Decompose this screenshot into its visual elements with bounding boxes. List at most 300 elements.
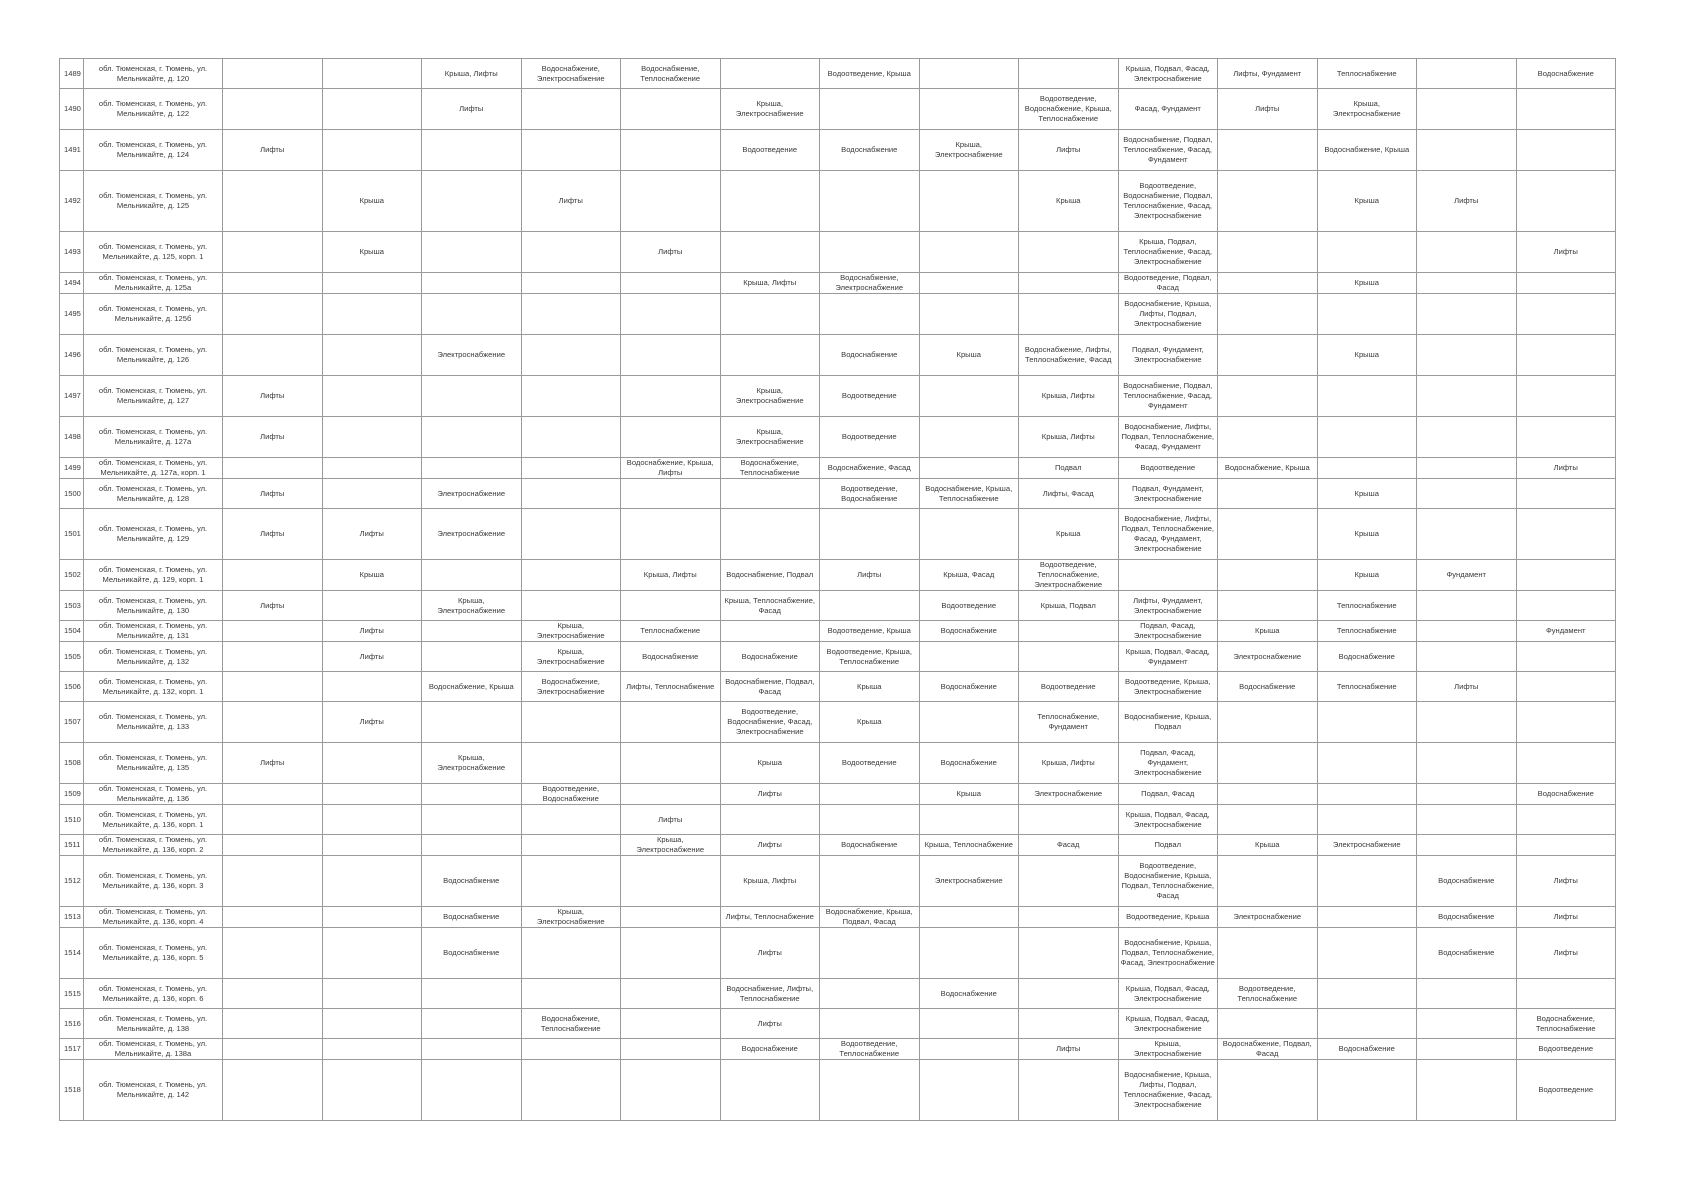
- work-type-cell: [621, 273, 721, 294]
- work-type-cell: [1218, 856, 1318, 907]
- work-type-cell: Подвал, Фундамент, Электроснабжение: [1118, 479, 1218, 509]
- repair-schedule-table: [59, 58, 1616, 1121]
- work-type-cell: [223, 642, 323, 672]
- work-type-cell: [1218, 928, 1318, 979]
- work-type-cell: [322, 907, 422, 928]
- work-type-cell: Лифты: [1218, 89, 1318, 130]
- work-type-cell: Подвал, Фасад: [1118, 784, 1218, 805]
- table-row: [60, 907, 1616, 928]
- work-type-cell: [223, 59, 323, 89]
- address-cell: обл. Тюменская, г. Тюмень, ул. Мельникайте, д. 136, корп. 6: [84, 979, 223, 1009]
- work-type-cell: Лифты: [621, 232, 721, 273]
- table-row: [60, 130, 1616, 171]
- work-type-cell: [919, 702, 1019, 743]
- work-type-cell: [223, 171, 323, 232]
- row-number-cell: 1507: [60, 702, 84, 743]
- work-type-cell: [223, 1009, 323, 1039]
- work-type-cell: Лифты: [322, 509, 422, 560]
- work-type-cell: [223, 335, 323, 376]
- work-type-cell: Водоснабжение, Подвал, Фасад: [1218, 1039, 1318, 1060]
- work-type-cell: [322, 672, 422, 702]
- work-type-cell: [919, 376, 1019, 417]
- work-type-cell: Водоотведение: [720, 130, 820, 171]
- work-type-cell: Крыша, Электроснабжение: [422, 591, 522, 621]
- row-number-cell: 1504: [60, 621, 84, 642]
- work-type-cell: Крыша: [1317, 335, 1417, 376]
- work-type-cell: [1516, 835, 1616, 856]
- work-type-cell: [422, 273, 522, 294]
- work-type-cell: Крыша: [820, 672, 920, 702]
- work-type-cell: Лифты, Теплоснабжение: [621, 672, 721, 702]
- work-type-cell: [521, 979, 621, 1009]
- work-type-cell: Лифты: [720, 784, 820, 805]
- work-type-cell: [820, 171, 920, 232]
- work-type-cell: [1417, 1060, 1517, 1121]
- work-type-cell: [1516, 335, 1616, 376]
- row-number-cell: 1501: [60, 509, 84, 560]
- work-type-cell: [919, 1060, 1019, 1121]
- work-type-cell: [322, 1060, 422, 1121]
- work-type-cell: Водоснабжение, Электроснабжение: [521, 672, 621, 702]
- work-type-cell: [322, 591, 422, 621]
- work-type-cell: [919, 928, 1019, 979]
- address-cell: обл. Тюменская, г. Тюмень, ул. Мельникайте, д. 136, корп. 4: [84, 907, 223, 928]
- work-type-cell: Водоснабжение, Лифты, Теплоснабжение, Фасад: [1019, 335, 1119, 376]
- work-type-cell: Водоотведение: [1516, 1039, 1616, 1060]
- address-cell: обл. Тюменская, г. Тюмень, ул. Мельникайте, д. 127а: [84, 417, 223, 458]
- table-row: [60, 1039, 1616, 1060]
- work-type-cell: Лифты: [223, 479, 323, 509]
- work-type-cell: Водоснабжение: [919, 979, 1019, 1009]
- work-type-cell: Водоотведение, Водоснабжение, Крыша, Теплоснабжение: [1019, 89, 1119, 130]
- work-type-cell: Водоснабжение: [919, 743, 1019, 784]
- table-row: [60, 560, 1616, 591]
- address-cell: обл. Тюменская, г. Тюмень, ул. Мельникайте, д. 130: [84, 591, 223, 621]
- work-type-cell: Водоснабжение, Крыша: [1317, 130, 1417, 171]
- work-type-cell: Водоотведение, Теплоснабжение: [1218, 979, 1318, 1009]
- work-type-cell: Лифты: [223, 130, 323, 171]
- work-type-cell: [223, 784, 323, 805]
- work-type-cell: [919, 805, 1019, 835]
- row-number-cell: 1502: [60, 560, 84, 591]
- work-type-cell: [1417, 417, 1517, 458]
- work-type-cell: Крыша, Электроснабжение: [521, 907, 621, 928]
- work-type-cell: [1417, 273, 1517, 294]
- work-type-cell: Лифты: [1516, 458, 1616, 479]
- work-type-cell: [1218, 417, 1318, 458]
- work-type-cell: Водоотведение, Водоснабжение, Подвал, Теплоснабжение, Фасад, Электроснабжение: [1118, 171, 1218, 232]
- work-type-cell: Крыша, Подвал, Фасад, Электроснабжение: [1118, 979, 1218, 1009]
- work-type-cell: Крыша, Теплоснабжение, Фасад: [720, 591, 820, 621]
- work-type-cell: Крыша, Лифты: [1019, 417, 1119, 458]
- table-row: [60, 928, 1616, 979]
- work-type-cell: [1417, 294, 1517, 335]
- work-type-cell: Крыша, Лифты: [621, 560, 721, 591]
- work-type-cell: [422, 1009, 522, 1039]
- work-type-cell: Крыша: [919, 784, 1019, 805]
- work-type-cell: [919, 294, 1019, 335]
- work-type-cell: [521, 89, 621, 130]
- work-type-cell: Теплоснабжение: [1317, 591, 1417, 621]
- table-row: [60, 621, 1616, 642]
- work-type-cell: [1417, 1039, 1517, 1060]
- row-number-cell: 1500: [60, 479, 84, 509]
- work-type-cell: Крыша, Лифты: [720, 273, 820, 294]
- work-type-cell: [223, 835, 323, 856]
- work-type-cell: [422, 560, 522, 591]
- work-type-cell: [1218, 171, 1318, 232]
- work-type-cell: Водоснабжение, Лифты, Подвал, Теплоснабжение, Фасад, Фундамент: [1118, 417, 1218, 458]
- work-type-cell: [1317, 1060, 1417, 1121]
- work-type-cell: [1417, 1009, 1517, 1039]
- work-type-cell: [223, 1060, 323, 1121]
- work-type-cell: Подвал: [1019, 458, 1119, 479]
- work-type-cell: Водоснабжение, Подвал, Теплоснабжение, Фасад, Фундамент: [1118, 130, 1218, 171]
- row-number-cell: 1491: [60, 130, 84, 171]
- work-type-cell: [919, 232, 1019, 273]
- work-type-cell: [1218, 560, 1318, 591]
- work-type-cell: [621, 509, 721, 560]
- work-type-cell: [1218, 273, 1318, 294]
- work-type-cell: Водоотведение: [919, 591, 1019, 621]
- work-type-cell: [1218, 743, 1318, 784]
- work-type-cell: Крыша: [322, 560, 422, 591]
- table-row: [60, 1009, 1616, 1039]
- work-type-cell: [1019, 928, 1119, 979]
- work-type-cell: [720, 805, 820, 835]
- row-number-cell: 1509: [60, 784, 84, 805]
- table-row: [60, 743, 1616, 784]
- work-type-cell: [422, 232, 522, 273]
- work-type-cell: Лифты: [322, 621, 422, 642]
- table-row: [60, 171, 1616, 232]
- work-type-cell: [1317, 784, 1417, 805]
- work-type-cell: Водоснабжение: [720, 642, 820, 672]
- work-type-cell: Водоснабжение: [1516, 784, 1616, 805]
- work-type-cell: [521, 1039, 621, 1060]
- address-cell: обл. Тюменская, г. Тюмень, ул. Мельникайте, д. 136: [84, 784, 223, 805]
- row-number-cell: 1513: [60, 907, 84, 928]
- work-type-cell: [521, 417, 621, 458]
- work-type-cell: [1317, 979, 1417, 1009]
- work-type-cell: Водоснабжение, Лифты, Теплоснабжение: [720, 979, 820, 1009]
- work-type-cell: [422, 642, 522, 672]
- address-cell: обл. Тюменская, г. Тюмень, ул. Мельникайте, д. 122: [84, 89, 223, 130]
- work-type-cell: [1317, 458, 1417, 479]
- row-number-cell: 1510: [60, 805, 84, 835]
- work-type-cell: Водоотведение, Крыша: [820, 621, 920, 642]
- work-type-cell: Водоснабжение, Крыша, Подвал, Фасад: [820, 907, 920, 928]
- address-cell: обл. Тюменская, г. Тюмень, ул. Мельникайте, д. 135: [84, 743, 223, 784]
- work-type-cell: [1516, 560, 1616, 591]
- work-type-cell: Водоснабжение, Крыша, Подвал, Теплоснабжение, Фасад, Электроснабжение: [1118, 928, 1218, 979]
- table-row: [60, 479, 1616, 509]
- address-cell: обл. Тюменская, г. Тюмень, ул. Мельникайте, д. 136, корп. 2: [84, 835, 223, 856]
- work-type-cell: [223, 89, 323, 130]
- work-type-cell: [521, 702, 621, 743]
- work-type-cell: [422, 784, 522, 805]
- work-type-cell: [1317, 928, 1417, 979]
- work-type-cell: Крыша: [1019, 171, 1119, 232]
- work-type-cell: [322, 743, 422, 784]
- work-type-cell: [621, 130, 721, 171]
- work-type-cell: Теплоснабжение: [1317, 59, 1417, 89]
- work-type-cell: Лифты, Фасад: [1019, 479, 1119, 509]
- work-type-cell: Водоотведение, Подвал, Фасад: [1118, 273, 1218, 294]
- work-type-cell: Крыша, Подвал, Теплоснабжение, Фасад, Электроснабжение: [1118, 232, 1218, 273]
- work-type-cell: [919, 417, 1019, 458]
- address-cell: обл. Тюменская, г. Тюмень, ул. Мельникайте, д. 138а: [84, 1039, 223, 1060]
- work-type-cell: Водоснабжение, Подвал: [720, 560, 820, 591]
- work-type-cell: [1417, 642, 1517, 672]
- work-type-cell: Крыша, Электроснабжение: [1118, 1039, 1218, 1060]
- work-type-cell: [1218, 784, 1318, 805]
- work-type-cell: Лифты, Теплоснабжение: [720, 907, 820, 928]
- work-type-cell: [621, 89, 721, 130]
- work-type-cell: Крыша: [1019, 509, 1119, 560]
- address-cell: обл. Тюменская, г. Тюмень, ул. Мельникайте, д. 125а: [84, 273, 223, 294]
- work-type-cell: [720, 171, 820, 232]
- address-cell: обл. Тюменская, г. Тюмень, ул. Мельникайте, д. 129: [84, 509, 223, 560]
- work-type-cell: Подвал, Фасад, Фундамент, Электроснабжение: [1118, 743, 1218, 784]
- work-type-cell: [919, 1039, 1019, 1060]
- work-type-cell: [422, 1039, 522, 1060]
- work-type-cell: Электроснабжение: [1218, 907, 1318, 928]
- work-type-cell: Водоснабжение: [720, 1039, 820, 1060]
- work-type-cell: Крыша: [820, 702, 920, 743]
- work-type-cell: [820, 1060, 920, 1121]
- work-type-cell: Лифты: [1417, 171, 1517, 232]
- table-row: [60, 335, 1616, 376]
- work-type-cell: [322, 335, 422, 376]
- row-number-cell: 1493: [60, 232, 84, 273]
- table-row: [60, 805, 1616, 835]
- work-type-cell: [322, 856, 422, 907]
- work-type-cell: [919, 509, 1019, 560]
- work-type-cell: [820, 1009, 920, 1039]
- work-type-cell: [1019, 232, 1119, 273]
- work-type-cell: [1417, 376, 1517, 417]
- work-type-cell: [919, 273, 1019, 294]
- work-type-cell: Водоотведение, Крыша: [1118, 907, 1218, 928]
- work-type-cell: Водоотведение, Водоснабжение, Крыша, Подвал, Теплоснабжение, Фасад: [1118, 856, 1218, 907]
- work-type-cell: Лифты: [1516, 907, 1616, 928]
- work-type-cell: [1417, 89, 1517, 130]
- work-type-cell: [1019, 294, 1119, 335]
- work-type-cell: Фундамент: [1516, 621, 1616, 642]
- work-type-cell: [223, 294, 323, 335]
- work-type-cell: Подвал, Фундамент, Электроснабжение: [1118, 335, 1218, 376]
- work-type-cell: Водоснабжение: [1317, 1039, 1417, 1060]
- work-type-cell: Крыша: [1317, 273, 1417, 294]
- work-type-cell: [521, 591, 621, 621]
- address-cell: обл. Тюменская, г. Тюмень, ул. Мельникайте, д. 124: [84, 130, 223, 171]
- work-type-cell: [1417, 805, 1517, 835]
- work-type-cell: [223, 672, 323, 702]
- row-number-cell: 1490: [60, 89, 84, 130]
- work-type-cell: Водоотведение: [820, 417, 920, 458]
- work-type-cell: Теплоснабжение: [1317, 672, 1417, 702]
- work-type-cell: [621, 1009, 721, 1039]
- work-type-cell: [1417, 702, 1517, 743]
- table-row: [60, 273, 1616, 294]
- work-type-cell: Лифты: [223, 417, 323, 458]
- table-row: [60, 672, 1616, 702]
- work-type-cell: [919, 642, 1019, 672]
- work-type-cell: Крыша, Электроснабжение: [919, 130, 1019, 171]
- work-type-cell: Фасад: [1019, 835, 1119, 856]
- work-type-cell: Водоснабжение: [820, 130, 920, 171]
- table-row: [60, 509, 1616, 560]
- work-type-cell: Водоотведение, Теплоснабжение, Электроснабжение: [1019, 560, 1119, 591]
- work-type-cell: Крыша: [1317, 509, 1417, 560]
- work-type-cell: [422, 979, 522, 1009]
- work-type-cell: [1317, 805, 1417, 835]
- work-type-cell: [1516, 294, 1616, 335]
- work-type-cell: [720, 232, 820, 273]
- address-cell: обл. Тюменская, г. Тюмень, ул. Мельникайте, д. 132: [84, 642, 223, 672]
- work-type-cell: [521, 273, 621, 294]
- work-type-cell: [322, 1009, 422, 1039]
- work-type-cell: [521, 928, 621, 979]
- work-type-cell: [1516, 479, 1616, 509]
- work-type-cell: [1019, 642, 1119, 672]
- work-type-cell: [322, 805, 422, 835]
- address-cell: обл. Тюменская, г. Тюмень, ул. Мельникайте, д. 136, корп. 3: [84, 856, 223, 907]
- work-type-cell: Водоснабжение: [621, 642, 721, 672]
- row-number-cell: 1516: [60, 1009, 84, 1039]
- work-type-cell: [422, 171, 522, 232]
- row-number-cell: 1503: [60, 591, 84, 621]
- work-type-cell: Лифты: [621, 805, 721, 835]
- work-type-cell: Крыша, Электроснабжение: [521, 621, 621, 642]
- work-type-cell: Крыша: [1317, 479, 1417, 509]
- work-type-cell: [1218, 479, 1318, 509]
- work-type-cell: [621, 479, 721, 509]
- work-type-cell: Лифты: [223, 376, 323, 417]
- work-type-cell: [1516, 743, 1616, 784]
- work-type-cell: Водоотведение, Водоснабжение: [820, 479, 920, 509]
- table-row: [60, 591, 1616, 621]
- work-type-cell: [621, 417, 721, 458]
- address-cell: обл. Тюменская, г. Тюмень, ул. Мельникайте, д. 125, корп. 1: [84, 232, 223, 273]
- table-row: [60, 642, 1616, 672]
- work-type-cell: Водоснабжение, Крыша, Лифты, Подвал, Теплоснабжение, Фасад, Электроснабжение: [1118, 1060, 1218, 1121]
- address-cell: обл. Тюменская, г. Тюмень, ул. Мельникайте, д. 128: [84, 479, 223, 509]
- work-type-cell: [322, 417, 422, 458]
- work-type-cell: [1516, 805, 1616, 835]
- work-type-cell: [720, 479, 820, 509]
- work-type-cell: [1019, 1009, 1119, 1039]
- table-row: [60, 856, 1616, 907]
- work-type-cell: [1417, 743, 1517, 784]
- work-type-cell: [1417, 130, 1517, 171]
- work-type-cell: [223, 907, 323, 928]
- work-type-cell: Водоснабжение: [422, 856, 522, 907]
- work-type-cell: [1218, 376, 1318, 417]
- work-type-cell: Водоотведение: [820, 376, 920, 417]
- work-type-cell: [422, 376, 522, 417]
- work-type-cell: [1417, 479, 1517, 509]
- row-number-cell: 1489: [60, 59, 84, 89]
- address-cell: обл. Тюменская, г. Тюмень, ул. Мельникайте, д. 126: [84, 335, 223, 376]
- work-type-cell: Теплоснабжение: [621, 621, 721, 642]
- work-type-cell: [1019, 805, 1119, 835]
- work-type-cell: Подвал, Фасад, Электроснабжение: [1118, 621, 1218, 642]
- work-type-cell: Водоотведение, Крыша, Электроснабжение: [1118, 672, 1218, 702]
- work-type-cell: Водоснабжение: [919, 672, 1019, 702]
- work-type-cell: Крыша, Электроснабжение: [422, 743, 522, 784]
- work-type-cell: Крыша, Лифты: [1019, 743, 1119, 784]
- work-type-cell: Крыша: [1317, 171, 1417, 232]
- address-cell: обл. Тюменская, г. Тюмень, ул. Мельникайте, д. 120: [84, 59, 223, 89]
- work-type-cell: Лифты: [1417, 672, 1517, 702]
- work-type-cell: [223, 273, 323, 294]
- work-type-cell: Лифты: [1516, 232, 1616, 273]
- row-number-cell: 1492: [60, 171, 84, 232]
- work-type-cell: [621, 784, 721, 805]
- row-number-cell: 1499: [60, 458, 84, 479]
- work-type-cell: [521, 509, 621, 560]
- work-type-cell: [223, 621, 323, 642]
- work-type-cell: [1218, 335, 1318, 376]
- table-row: [60, 784, 1616, 805]
- work-type-cell: [422, 417, 522, 458]
- work-type-cell: [1218, 509, 1318, 560]
- work-type-cell: Электроснабжение: [919, 856, 1019, 907]
- row-number-cell: 1494: [60, 273, 84, 294]
- work-type-cell: Водоотведение: [1516, 1060, 1616, 1121]
- work-type-cell: Электроснабжение: [1317, 835, 1417, 856]
- work-type-cell: [322, 979, 422, 1009]
- work-type-cell: Крыша, Теплоснабжение: [919, 835, 1019, 856]
- work-type-cell: [820, 979, 920, 1009]
- table-row: [60, 702, 1616, 743]
- work-type-cell: [621, 702, 721, 743]
- work-type-cell: Водоснабжение, Крыша, Теплоснабжение: [919, 479, 1019, 509]
- work-type-cell: Теплоснабжение, Фундамент: [1019, 702, 1119, 743]
- work-type-cell: Крыша: [1218, 835, 1318, 856]
- work-type-cell: Электроснабжение: [422, 479, 522, 509]
- work-type-cell: Водоснабжение: [422, 928, 522, 979]
- work-type-cell: [621, 171, 721, 232]
- work-type-cell: [621, 856, 721, 907]
- work-type-cell: [223, 979, 323, 1009]
- work-type-cell: Крыша, Подвал, Фасад, Электроснабжение: [1118, 1009, 1218, 1039]
- work-type-cell: [521, 458, 621, 479]
- work-type-cell: Водоснабжение, Теплоснабжение: [621, 59, 721, 89]
- table-row: [60, 376, 1616, 417]
- work-type-cell: [919, 171, 1019, 232]
- work-type-cell: Крыша, Лифты: [720, 856, 820, 907]
- work-type-cell: [820, 89, 920, 130]
- row-number-cell: 1515: [60, 979, 84, 1009]
- work-type-cell: [621, 591, 721, 621]
- work-type-cell: Лифты: [322, 642, 422, 672]
- work-type-cell: [422, 621, 522, 642]
- work-type-cell: Электроснабжение: [1218, 642, 1318, 672]
- work-type-cell: Электроснабжение: [1019, 784, 1119, 805]
- work-type-cell: [1218, 130, 1318, 171]
- work-type-cell: [1019, 621, 1119, 642]
- work-type-cell: [621, 1060, 721, 1121]
- work-type-cell: [621, 1039, 721, 1060]
- work-type-cell: [621, 928, 721, 979]
- work-type-cell: [1516, 509, 1616, 560]
- row-number-cell: 1498: [60, 417, 84, 458]
- work-type-cell: Водоснабжение, Электроснабжение: [820, 273, 920, 294]
- work-type-cell: Водоотведение, Теплоснабжение: [820, 1039, 920, 1060]
